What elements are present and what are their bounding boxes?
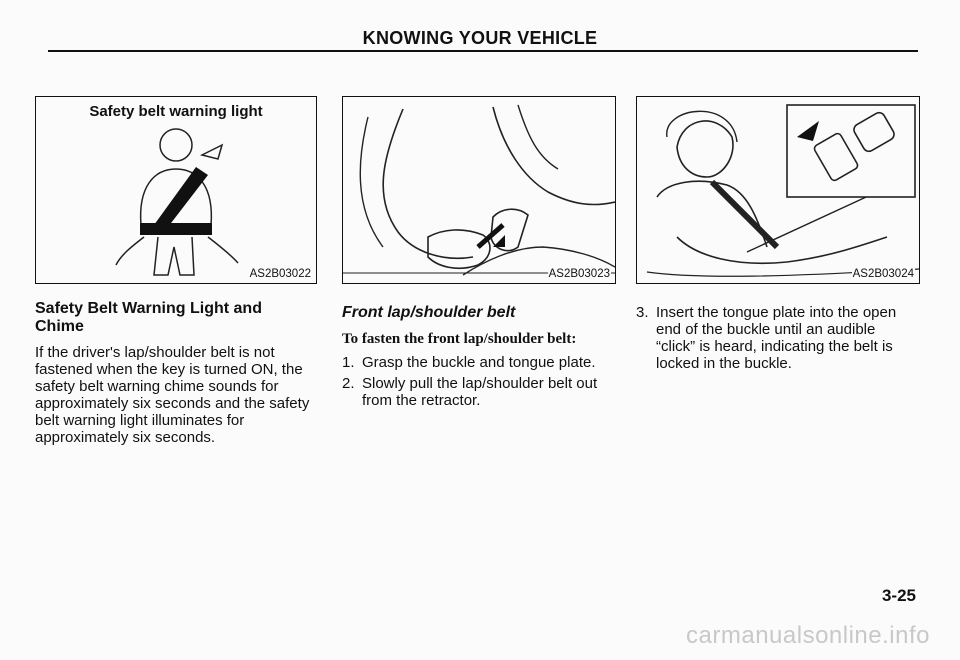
header-divider bbox=[48, 50, 918, 52]
section-subheading: To fasten the front lap/shoulder belt: bbox=[342, 331, 577, 347]
figure-grasp-buckle bbox=[342, 96, 616, 284]
section-heading: Safety Belt Warning Light and Chime bbox=[35, 300, 262, 335]
figure-title: Safety belt warning light bbox=[89, 103, 263, 120]
page-number: 3-25 bbox=[881, 586, 916, 605]
list-item bbox=[636, 304, 918, 372]
step-number: 2. bbox=[342, 375, 355, 392]
step-text: Grasp the buckle and tongue plate. bbox=[362, 354, 596, 371]
section-heading: Front lap/shoulder belt bbox=[342, 304, 516, 321]
watermark: carmanualsonline.info bbox=[686, 622, 930, 649]
buckle-hands-illustration bbox=[343, 97, 615, 283]
page-header-title: KNOWING YOUR VEHICLE bbox=[362, 28, 598, 48]
figure-code: AS2B03024 bbox=[852, 268, 914, 280]
section-front-belt bbox=[342, 304, 614, 413]
figure-code: AS2B03022 bbox=[249, 268, 311, 280]
seated-driver-illustration bbox=[637, 97, 919, 283]
step-text: Slowly pull the lap/shoulder belt out from the retractor. bbox=[362, 375, 598, 409]
step-number: 3. bbox=[636, 304, 649, 321]
figure-insert-tongue-plate bbox=[636, 96, 920, 284]
list-item bbox=[342, 354, 614, 371]
seatbelt-warning-icon bbox=[36, 97, 316, 283]
section-warning-light bbox=[35, 300, 315, 446]
list-item bbox=[342, 375, 614, 409]
figure-code: AS2B03023 bbox=[548, 268, 610, 280]
section-insert-tongue bbox=[636, 304, 918, 376]
figure-safety-belt-warning-light bbox=[35, 96, 317, 284]
step-number: 1. bbox=[342, 354, 355, 371]
step-text: Insert the tongue plate into the open end of the buckle until an audible “click” is heard, indicating the belt is locked in the buckle. bbox=[656, 304, 897, 372]
section-body: If the driver's lap/shoulder belt is not fastened when the key is turned ON, the safety belt warning chime sounds for approximately six seconds and the safety belt warning light illuminates for approximately six seconds. bbox=[35, 344, 310, 446]
